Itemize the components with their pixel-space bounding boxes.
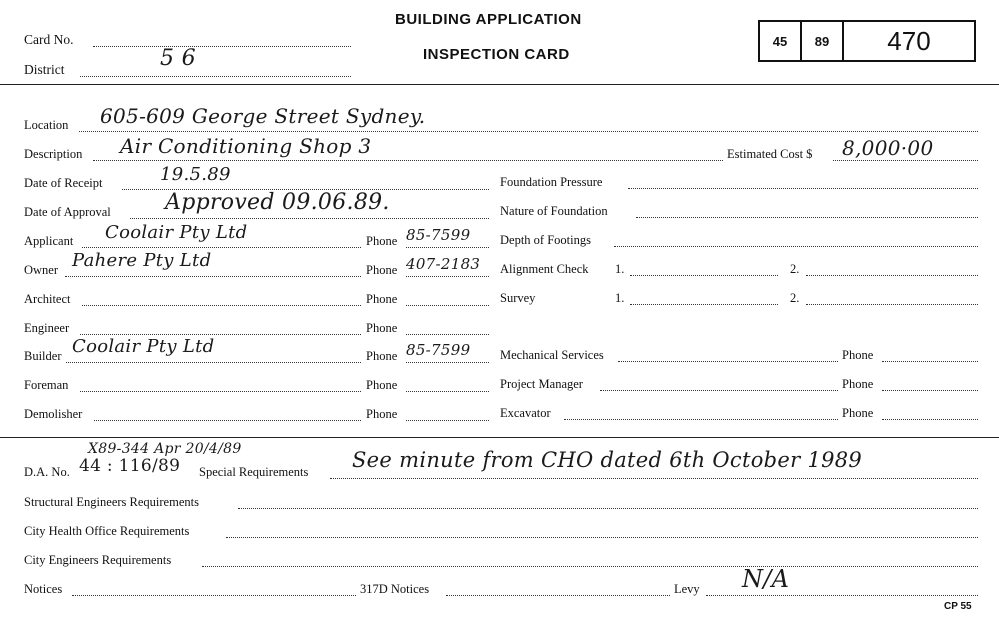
city-engineers-label: City Engineers Requirements	[24, 553, 172, 567]
survey-label: Survey	[500, 291, 536, 305]
notices-317d-line	[446, 595, 670, 596]
applicant-phone-label: Phone	[366, 234, 398, 248]
foundation-pressure-label: Foundation Pressure	[500, 175, 603, 189]
date-approval-value: Approved 09.06.89.	[165, 190, 390, 215]
structural-label: Structural Engineers Requirements	[24, 495, 199, 509]
owner-value: Pahere Pty Ltd	[72, 250, 212, 271]
architect-phone-label: Phone	[366, 292, 398, 306]
mechanical-line	[618, 361, 838, 362]
owner-phone-line	[406, 276, 489, 277]
special-requirements-line	[330, 478, 978, 479]
da-no-label: D.A. No.	[24, 465, 70, 479]
demolisher-phone-label: Phone	[366, 407, 398, 421]
card-no-line	[93, 46, 351, 47]
form-title: BUILDING APPLICATION	[395, 11, 582, 28]
engineer-label: Engineer	[24, 321, 70, 335]
estimated-cost-label: Estimated Cost $	[727, 147, 813, 161]
applicant-line	[82, 247, 361, 248]
reference-box-2: 89	[802, 22, 844, 60]
survey-2-label: 2.	[790, 291, 800, 305]
architect-label: Architect	[24, 292, 71, 306]
mechanical-label: Mechanical Services	[500, 348, 604, 362]
date-approval-label: Date of Approval	[24, 205, 111, 219]
reference-boxes	[758, 20, 976, 62]
builder-label: Builder	[24, 349, 62, 363]
structural-line	[238, 508, 978, 509]
city-health-label: City Health Office Requirements	[24, 524, 190, 538]
nature-foundation-label: Nature of Foundation	[500, 204, 608, 218]
district-label: District	[24, 62, 65, 77]
date-receipt-label: Date of Receipt	[24, 176, 103, 190]
owner-phone-label: Phone	[366, 263, 398, 277]
location-value: 605-609 George Street Sydney.	[100, 104, 426, 128]
section-divider	[0, 437, 999, 438]
date-approval-line	[130, 218, 489, 219]
foreman-phone-label: Phone	[366, 378, 398, 392]
levy-line	[706, 595, 978, 596]
alignment-check-label: Alignment Check	[500, 262, 589, 276]
levy-value: N/A	[742, 565, 790, 593]
date-receipt-value: 19.5.89	[160, 164, 231, 185]
demolisher-line	[94, 420, 361, 421]
da-no-value: 44 : 116/89	[79, 456, 181, 476]
excavator-line	[564, 419, 838, 420]
description-value: Air Conditioning Shop 3	[120, 134, 372, 158]
location-label: Location	[24, 118, 69, 132]
mechanical-phone-label: Phone	[842, 348, 874, 362]
applicant-label: Applicant	[24, 234, 74, 248]
excavator-phone-line	[882, 419, 978, 420]
architect-phone-line	[406, 305, 489, 306]
nature-foundation-line	[636, 217, 978, 218]
builder-phone-line	[406, 362, 489, 363]
survey-1-label: 1.	[615, 291, 625, 305]
form-code: CP 55	[944, 601, 972, 612]
depth-footings-line	[614, 246, 978, 247]
foundation-pressure-line	[628, 188, 978, 189]
foreman-line	[80, 391, 361, 392]
applicant-value: Coolair Pty Ltd	[105, 222, 248, 243]
form-subtitle: INSPECTION CARD	[423, 46, 570, 63]
owner-label: Owner	[24, 263, 59, 277]
demolisher-label: Demolisher	[24, 407, 83, 421]
alignment-2-label: 2.	[790, 262, 800, 276]
reference-box-3: 470	[887, 25, 931, 56]
excavator-label: Excavator	[500, 406, 551, 420]
engineer-phone-label: Phone	[366, 321, 398, 335]
excavator-phone-label: Phone	[842, 406, 874, 420]
alignment-1-line	[630, 275, 778, 276]
district-line	[80, 76, 351, 77]
demolisher-phone-line	[406, 420, 489, 421]
reference-box-1: 45	[760, 22, 802, 60]
alignment-2-line	[806, 275, 978, 276]
description-label: Description	[24, 147, 83, 161]
special-requirements-label: Special Requirements	[199, 465, 309, 479]
special-requirements-value: See minute from CHO dated 6th October 1989	[352, 448, 863, 472]
project-manager-phone-label: Phone	[842, 377, 874, 391]
description-line	[93, 160, 723, 161]
project-manager-line	[600, 390, 838, 391]
applicant-phone-value: 85-7599	[406, 226, 471, 244]
architect-line	[82, 305, 361, 306]
engineer-line	[80, 334, 361, 335]
project-manager-label: Project Manager	[500, 377, 583, 391]
location-line	[79, 131, 978, 132]
foreman-phone-line	[406, 391, 489, 392]
project-manager-phone-line	[882, 390, 978, 391]
builder-value: Coolair Pty Ltd	[72, 336, 215, 357]
survey-2-line	[806, 304, 978, 305]
mechanical-phone-line	[882, 361, 978, 362]
district-value: 5 6	[160, 46, 196, 71]
estimated-cost-value: 8,000·00	[842, 136, 934, 160]
builder-phone-value: 85-7599	[406, 341, 471, 359]
foreman-label: Foreman	[24, 378, 69, 392]
alignment-1-label: 1.	[615, 262, 625, 276]
city-health-line	[226, 537, 978, 538]
engineer-phone-line	[406, 334, 489, 335]
notices-line	[72, 595, 356, 596]
levy-label: Levy	[674, 582, 700, 596]
notices-label: Notices	[24, 582, 63, 596]
depth-footings-label: Depth of Footings	[500, 233, 591, 247]
estimated-cost-line	[833, 160, 978, 161]
builder-phone-label: Phone	[366, 349, 398, 363]
owner-line	[65, 276, 361, 277]
survey-1-line	[630, 304, 778, 305]
card-no-label: Card No.	[24, 32, 74, 47]
applicant-phone-line	[406, 247, 489, 248]
da-annotation: X89-344 Apr 20/4/89	[88, 441, 242, 457]
owner-phone-value: 407-2183	[406, 255, 481, 273]
notices-317d-label: 317D Notices	[360, 582, 430, 596]
builder-line	[66, 362, 361, 363]
city-engineers-line	[202, 566, 978, 567]
header-divider	[0, 84, 999, 85]
